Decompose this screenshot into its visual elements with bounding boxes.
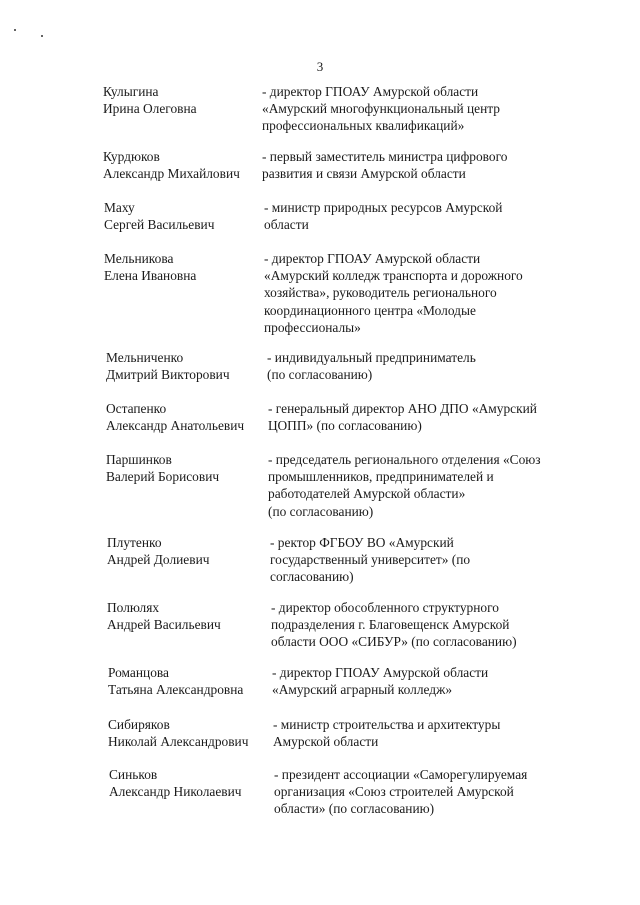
scan-speck xyxy=(41,35,43,37)
member-given-name: Дмитрий Викторович xyxy=(106,367,230,383)
member-role-line: профессионалы» xyxy=(264,319,361,335)
member-name xyxy=(107,599,282,633)
member-role xyxy=(267,349,476,383)
member-given-name: Андрей Васильевич xyxy=(107,617,221,633)
member-surname: Романцова xyxy=(108,665,169,680)
member-given-name: Андрей Долиевич xyxy=(107,552,210,568)
member-given-name: Елена Ивановна xyxy=(104,268,197,284)
member-name xyxy=(108,664,283,698)
member-role-line: хозяйства», руководитель регионального xyxy=(264,285,497,301)
member-surname: Паршинков xyxy=(106,452,172,467)
member-role-line: - первый заместитель министра цифрового xyxy=(262,149,508,164)
member-role-line: «Амурский многофункциональный центр xyxy=(262,101,500,117)
page-number: 3 xyxy=(316,59,324,74)
member-role xyxy=(270,534,470,586)
member-role-line: координационного центра «Молодые xyxy=(264,302,476,318)
member-surname: Сибиряков xyxy=(108,717,170,732)
member-role xyxy=(264,250,523,336)
member-name xyxy=(109,766,284,800)
member-role-line: области ООО «СИБУР» (по согласованию) xyxy=(271,634,517,650)
member-role-line: подразделения г. Благовещенск Амурской xyxy=(271,617,510,633)
scan-speck xyxy=(14,29,16,31)
member-role-line: области xyxy=(264,217,309,233)
member-role-line: - председатель регионального отделения «Союз xyxy=(268,452,541,467)
member-given-name: Ирина Олеговна xyxy=(103,101,197,117)
member-role xyxy=(273,716,500,750)
member-name xyxy=(104,250,279,284)
member-given-name: Валерий Борисович xyxy=(106,469,220,485)
member-surname: Мельниченко xyxy=(106,350,184,365)
member-role-line: (по согласованию) xyxy=(268,503,374,519)
member-role xyxy=(271,599,517,651)
member-given-name: Сергей Васильевич xyxy=(104,217,215,233)
member-name xyxy=(106,451,281,485)
member-role xyxy=(272,664,488,698)
member-name xyxy=(103,83,278,117)
member-surname: Маху xyxy=(104,200,135,215)
member-given-name: Александр Михайлович xyxy=(103,166,240,182)
member-role-line: профессиональных квалификаций» xyxy=(262,118,465,134)
member-role-line: Амурской области xyxy=(273,734,379,750)
member-role-line: - индивидуальный предприниматель xyxy=(267,350,476,365)
member-role-line: - директор ГПОАУ Амурской области xyxy=(262,84,479,99)
member-surname: Полюлях xyxy=(107,600,160,615)
member-surname: Остапенко xyxy=(106,401,167,416)
member-surname: Курдюков xyxy=(103,149,160,164)
member-surname: Плутенко xyxy=(107,535,162,550)
member-role-line: - директор ГПОАУ Амурской области xyxy=(264,251,481,266)
member-role-line: согласованию) xyxy=(270,569,354,585)
member-role-line: ЦОПП» (по согласованию) xyxy=(268,418,422,434)
member-role xyxy=(262,148,507,182)
member-name xyxy=(107,534,282,568)
member-given-name: Татьяна Александровна xyxy=(108,682,244,698)
member-role-line: - министр строительства и архитектуры xyxy=(273,717,501,732)
member-role xyxy=(274,766,527,818)
member-role-line: - ректор ФГБОУ ВО «Амурский xyxy=(270,535,454,550)
member-name xyxy=(106,349,281,383)
member-surname: Синьков xyxy=(109,767,158,782)
member-name xyxy=(108,716,283,750)
member-role xyxy=(264,199,502,233)
member-name xyxy=(106,400,281,434)
member-name xyxy=(103,148,278,182)
member-given-name: Александр Анатольевич xyxy=(106,418,245,434)
member-role-line: работодателей Амурской области» xyxy=(268,486,466,502)
member-role-line: «Амурский аграрный колледж» xyxy=(272,682,453,698)
member-role-line: (по согласованию) xyxy=(267,367,373,383)
member-role xyxy=(268,400,537,434)
member-role-line: государственный университет» (по xyxy=(270,552,471,568)
member-role-line: развития и связи Амурской области xyxy=(262,166,466,182)
member-role-line: промышленников, предпринимателей и xyxy=(268,469,494,485)
member-role-line: «Амурский колледж транспорта и дорожного xyxy=(264,268,523,284)
member-role-line: - министр природных ресурсов Амурской xyxy=(264,200,503,215)
member-role xyxy=(268,451,541,520)
member-given-name: Николай Александрович xyxy=(108,734,249,750)
member-name xyxy=(104,199,279,233)
member-surname: Мельникова xyxy=(104,251,174,266)
member-role-line: области» (по согласованию) xyxy=(274,801,435,817)
member-surname: Кулыгина xyxy=(103,84,159,99)
member-role-line: - генеральный директор АНО ДПО «Амурский xyxy=(268,401,537,416)
member-given-name: Александр Николаевич xyxy=(109,784,242,800)
member-role-line: - президент ассоциации «Саморегулируемая xyxy=(274,767,528,782)
member-role xyxy=(262,83,500,135)
member-role-line: - директор обособленного структурного xyxy=(271,600,499,615)
member-role-line: организация «Союз строителей Амурской xyxy=(274,784,514,800)
member-role-line: - директор ГПОАУ Амурской области xyxy=(272,665,489,680)
